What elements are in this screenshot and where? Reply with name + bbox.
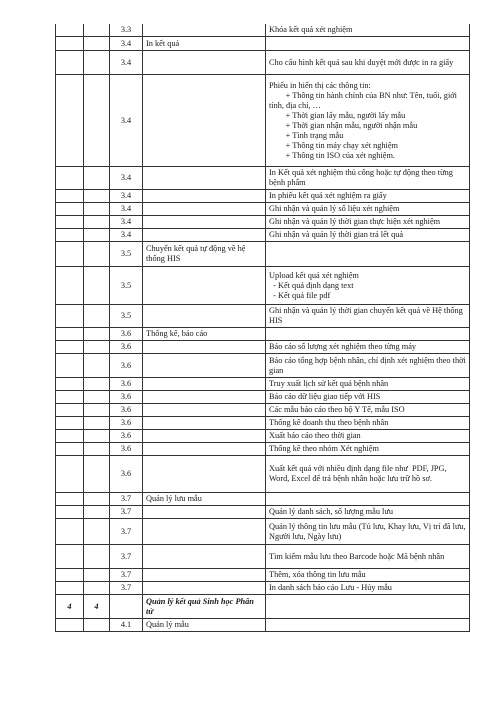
row-detail-cell: In Kết quả xét nghiệm thủ công hoặc tự động theo từng bệnh phẩm bbox=[266, 167, 470, 190]
row-index-cell bbox=[56, 569, 84, 582]
row-index-cell bbox=[56, 619, 84, 632]
table-row bbox=[56, 378, 470, 391]
row-detail-cell: Các mẫu báo cáo theo bộ Y Tế, mẫu ISO bbox=[266, 404, 470, 417]
row-index-cell bbox=[56, 519, 84, 545]
row-title-cell bbox=[143, 51, 266, 75]
table-row bbox=[56, 404, 470, 417]
row-index-cell bbox=[56, 203, 84, 216]
table-row bbox=[56, 493, 470, 506]
row-subindex-cell bbox=[84, 430, 110, 443]
row-subindex-cell: 4 bbox=[84, 595, 110, 619]
row-title-cell bbox=[143, 443, 266, 456]
row-subindex-cell bbox=[84, 216, 110, 229]
row-index-cell bbox=[56, 216, 84, 229]
row-index-cell bbox=[56, 545, 84, 569]
row-index-cell bbox=[56, 456, 84, 493]
row-number-cell: 3.6 bbox=[110, 443, 143, 456]
row-subindex-cell bbox=[84, 190, 110, 203]
row-number-cell: 3.4 bbox=[110, 229, 143, 242]
row-detail-cell: In danh sách báo cáo Lưu - Hủy mẫu bbox=[266, 582, 470, 595]
row-subindex-cell bbox=[84, 417, 110, 430]
row-number-cell: 3.4 bbox=[110, 51, 143, 75]
row-detail-cell: Thêm, xóa thông tin lưu mẫu bbox=[266, 569, 470, 582]
row-subindex-cell bbox=[84, 242, 110, 267]
row-number-cell: 3.6 bbox=[110, 341, 143, 354]
table-row bbox=[56, 354, 470, 378]
row-number-cell: 3.5 bbox=[110, 305, 143, 328]
row-number-cell: 3.5 bbox=[110, 242, 143, 267]
row-detail-cell: Báo cáo dữ liệu giao tiếp với HIS bbox=[266, 391, 470, 404]
row-index-cell: 4 bbox=[56, 595, 84, 619]
row-index-cell bbox=[56, 37, 84, 51]
row-detail-cell: Ghi nhận và quản lý số liệu xét nghiệm bbox=[266, 203, 470, 216]
row-number-cell: 3.6 bbox=[110, 391, 143, 404]
row-title-cell bbox=[143, 569, 266, 582]
row-title-cell bbox=[143, 582, 266, 595]
row-index-cell bbox=[56, 242, 84, 267]
requirements-table bbox=[55, 24, 470, 632]
row-detail-cell: Báo cáo số lượng xét nghiệm theo từng máy bbox=[266, 341, 470, 354]
row-number-cell: 3.4 bbox=[110, 203, 143, 216]
row-detail-cell: Quản lý thông tin lưu mẫu (Tủ lưu, Khay lưu, Vị trí đã lưu, Người lưu, Ngày lưu) bbox=[266, 519, 470, 545]
row-subindex-cell bbox=[84, 51, 110, 75]
row-index-cell bbox=[56, 341, 84, 354]
row-index-cell bbox=[56, 51, 84, 75]
row-subindex-cell bbox=[84, 404, 110, 417]
row-title-cell bbox=[143, 305, 266, 328]
row-subindex-cell bbox=[84, 545, 110, 569]
row-title-cell bbox=[143, 267, 266, 305]
table-row bbox=[56, 619, 470, 632]
row-index-cell bbox=[56, 167, 84, 190]
table-row bbox=[56, 341, 470, 354]
row-subindex-cell bbox=[84, 456, 110, 493]
row-number-cell: 3.4 bbox=[110, 37, 143, 51]
row-title-cell bbox=[143, 229, 266, 242]
row-subindex-cell bbox=[84, 582, 110, 595]
row-number-cell bbox=[110, 595, 143, 619]
row-title-cell bbox=[143, 167, 266, 190]
row-subindex-cell bbox=[84, 341, 110, 354]
row-title-cell bbox=[143, 391, 266, 404]
table-row bbox=[56, 595, 470, 619]
row-subindex-cell bbox=[84, 519, 110, 545]
row-number-cell: 3.7 bbox=[110, 545, 143, 569]
row-title-cell bbox=[143, 341, 266, 354]
table-row bbox=[56, 569, 470, 582]
row-index-cell bbox=[56, 328, 84, 341]
row-subindex-cell bbox=[84, 443, 110, 456]
row-index-cell bbox=[56, 493, 84, 506]
table-row bbox=[56, 24, 470, 37]
row-detail-cell: Ghi nhận và quản lý thời gian trả lết quả bbox=[266, 229, 470, 242]
row-index-cell bbox=[56, 229, 84, 242]
table-row bbox=[56, 417, 470, 430]
row-number-cell: 3.7 bbox=[110, 569, 143, 582]
table-row bbox=[56, 242, 470, 267]
row-detail-cell bbox=[266, 619, 470, 632]
row-title-cell bbox=[143, 24, 266, 37]
row-number-cell: 3.6 bbox=[110, 404, 143, 417]
row-title-cell: Quản lý mẫu bbox=[143, 619, 266, 632]
row-subindex-cell bbox=[84, 619, 110, 632]
row-subindex-cell bbox=[84, 506, 110, 519]
row-detail-cell: Cho cấu hình kết quả sau khi duyệt mới được in ra giấy bbox=[266, 51, 470, 75]
table-row bbox=[56, 582, 470, 595]
row-index-cell bbox=[56, 267, 84, 305]
row-title-cell bbox=[143, 75, 266, 167]
row-title-cell bbox=[143, 417, 266, 430]
row-number-cell: 3.4 bbox=[110, 75, 143, 167]
row-title-cell: Quản lý lưu mẫu bbox=[143, 493, 266, 506]
table-row bbox=[56, 506, 470, 519]
requirements-table-body bbox=[56, 24, 470, 632]
row-index-cell bbox=[56, 354, 84, 378]
row-number-cell: 3.3 bbox=[110, 24, 143, 37]
table-row bbox=[56, 545, 470, 569]
row-detail-cell: Thống kê theo nhóm Xét nghiệm bbox=[266, 443, 470, 456]
row-title-cell: Thống kê, báo cáo bbox=[143, 328, 266, 341]
row-index-cell bbox=[56, 305, 84, 328]
row-subindex-cell bbox=[84, 24, 110, 37]
row-detail-cell: Xuất báo cáo theo thời gian bbox=[266, 430, 470, 443]
row-subindex-cell bbox=[84, 37, 110, 51]
table-row bbox=[56, 190, 470, 203]
table-row bbox=[56, 443, 470, 456]
row-number-cell: 3.4 bbox=[110, 190, 143, 203]
row-index-cell bbox=[56, 582, 84, 595]
row-number-cell: 3.6 bbox=[110, 328, 143, 341]
row-subindex-cell bbox=[84, 75, 110, 167]
row-detail-cell: Ghi nhận và quản lý thời gian chuyển kết quả về Hệ thống HIS bbox=[266, 305, 470, 328]
row-title-cell bbox=[143, 378, 266, 391]
row-detail-cell: In phiếu kết quả xét nghiệm ra giấy bbox=[266, 190, 470, 203]
row-index-cell bbox=[56, 75, 84, 167]
row-detail-cell: Ghi nhận và quản lý thời gian thực hiện xét nghiệm bbox=[266, 216, 470, 229]
row-number-cell: 3.4 bbox=[110, 167, 143, 190]
row-subindex-cell bbox=[84, 167, 110, 190]
row-index-cell bbox=[56, 430, 84, 443]
row-title-cell bbox=[143, 456, 266, 493]
row-number-cell: 3.6 bbox=[110, 354, 143, 378]
table-row bbox=[56, 519, 470, 545]
table-row bbox=[56, 51, 470, 75]
row-detail-cell bbox=[266, 595, 470, 619]
row-detail-cell: Khóa kết quả xét nghiệm bbox=[266, 24, 470, 37]
row-number-cell: 4.1 bbox=[110, 619, 143, 632]
row-detail-cell bbox=[266, 328, 470, 341]
row-title-cell: Quản lý kết quả Sinh học Phân tử bbox=[143, 595, 266, 619]
row-detail-cell: Tìm kiếm mẫu lưu theo Barcode hoặc Mã bệnh nhân bbox=[266, 545, 470, 569]
row-subindex-cell bbox=[84, 267, 110, 305]
row-subindex-cell bbox=[84, 328, 110, 341]
row-subindex-cell bbox=[84, 203, 110, 216]
table-row bbox=[56, 229, 470, 242]
table-row bbox=[56, 456, 470, 493]
row-title-cell: Chuyển kết quả tự động về hệ thống HIS bbox=[143, 242, 266, 267]
table-row bbox=[56, 430, 470, 443]
row-number-cell: 3.7 bbox=[110, 493, 143, 506]
row-index-cell bbox=[56, 190, 84, 203]
table-row bbox=[56, 167, 470, 190]
row-detail-cell bbox=[266, 493, 470, 506]
row-subindex-cell bbox=[84, 354, 110, 378]
row-title-cell bbox=[143, 519, 266, 545]
row-number-cell: 3.6 bbox=[110, 456, 143, 493]
row-detail-cell: Thống kê doanh thu theo bệnh nhân bbox=[266, 417, 470, 430]
row-number-cell: 3.7 bbox=[110, 506, 143, 519]
table-row bbox=[56, 216, 470, 229]
row-subindex-cell bbox=[84, 305, 110, 328]
row-number-cell: 3.5 bbox=[110, 267, 143, 305]
row-title-cell bbox=[143, 430, 266, 443]
row-number-cell: 3.7 bbox=[110, 582, 143, 595]
table-row bbox=[56, 267, 470, 305]
row-number-cell: 3.6 bbox=[110, 417, 143, 430]
row-title-cell bbox=[143, 506, 266, 519]
row-subindex-cell bbox=[84, 229, 110, 242]
row-title-cell bbox=[143, 216, 266, 229]
row-title-cell bbox=[143, 545, 266, 569]
row-number-cell: 3.4 bbox=[110, 216, 143, 229]
row-detail-cell: Upload kết quả xét nghiệm - Kết quả định dạng text - Kết quả file pdf bbox=[266, 267, 470, 305]
row-title-cell: In kết quả bbox=[143, 37, 266, 51]
table-row bbox=[56, 75, 470, 167]
row-index-cell bbox=[56, 378, 84, 391]
table-row bbox=[56, 305, 470, 328]
row-index-cell bbox=[56, 391, 84, 404]
row-index-cell bbox=[56, 404, 84, 417]
row-detail-cell bbox=[266, 37, 470, 51]
row-detail-cell: Báo cáo tổng hợp bệnh nhân, chỉ định xét nghiệm theo thời gian bbox=[266, 354, 470, 378]
row-index-cell bbox=[56, 417, 84, 430]
row-index-cell bbox=[56, 506, 84, 519]
table-row bbox=[56, 391, 470, 404]
row-detail-cell bbox=[266, 242, 470, 267]
row-number-cell: 3.6 bbox=[110, 378, 143, 391]
row-detail-cell: Truy xuất lịch sử kết quả bệnh nhân bbox=[266, 378, 470, 391]
table-row bbox=[56, 37, 470, 51]
row-title-cell bbox=[143, 404, 266, 417]
row-number-cell: 3.7 bbox=[110, 519, 143, 545]
table-row bbox=[56, 328, 470, 341]
row-subindex-cell bbox=[84, 493, 110, 506]
row-index-cell bbox=[56, 24, 84, 37]
row-title-cell bbox=[143, 190, 266, 203]
row-title-cell bbox=[143, 354, 266, 378]
row-detail-cell: Phiếu in hiển thị các thông tin: + Thông tin hành chính của BN như: Tên, tuổi, giới tính, địa chỉ, … + Thời gian lấy mẫu, người lấy mẫu + Thời gian nhận mẫu, người nhận mẫu + Tình trạng mẫu + Thông tin máy chạy xét nghiệm + Thông tin ISO của xét nghiệm. bbox=[266, 75, 470, 167]
row-detail-cell: Quản lý danh sách, số lượng mẫu lưu bbox=[266, 506, 470, 519]
table-row bbox=[56, 203, 470, 216]
row-number-cell: 3.6 bbox=[110, 430, 143, 443]
row-subindex-cell bbox=[84, 378, 110, 391]
row-index-cell bbox=[56, 443, 84, 456]
row-subindex-cell bbox=[84, 391, 110, 404]
row-subindex-cell bbox=[84, 569, 110, 582]
row-title-cell bbox=[143, 203, 266, 216]
row-detail-cell: Xuất kết quả với nhiều định dạng file như PDF, JPG, Word, Excel để trả bệnh nhân hoặc lưu trữ hồ sơ. bbox=[266, 456, 470, 493]
